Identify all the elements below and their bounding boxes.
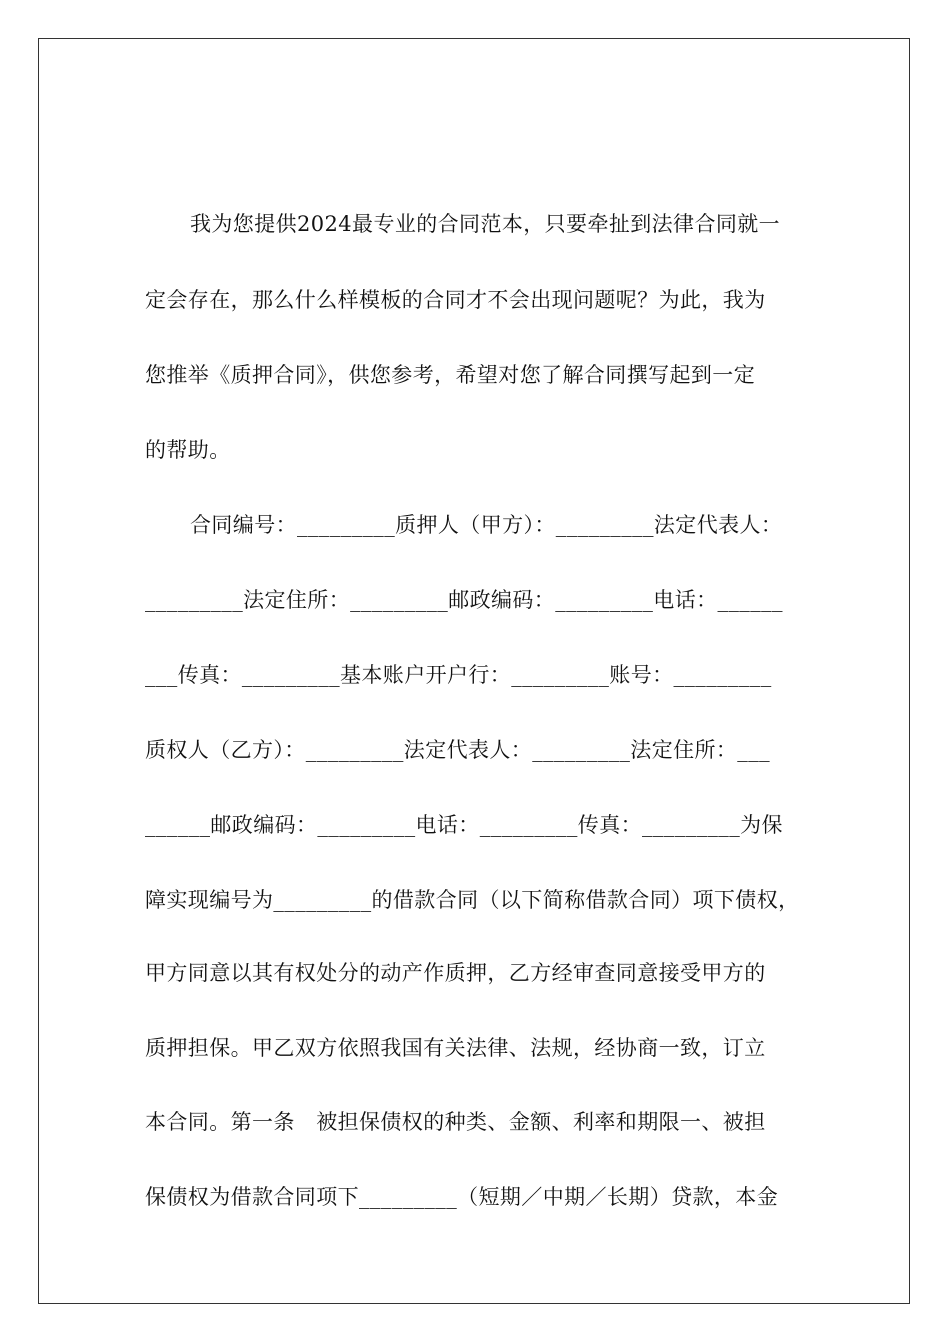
intro-line-3: 您推举《质押合同》，供您参考，希望对您了解合同撰写起到一定 <box>145 363 756 387</box>
contract-line-4: 质权人（乙方）：_________法定代表人：_________法定住所：___ <box>145 738 770 762</box>
intro-line-1: 我为您提供2024最专业的合同范本，只要牵扯到法律合同就一 <box>190 212 781 236</box>
contract-line-5: ______邮政编码：_________电话：_________传真：_________为保 <box>145 813 783 837</box>
intro-line-2: 定会存在，那么什么样模板的合同才不会出现问题呢？为此，我为 <box>145 288 766 312</box>
contract-line-1: 合同编号：_________质押人（甲方）：_________法定代表人： <box>190 513 783 537</box>
contract-line-6: 障实现编号为_________的借款合同（以下简称借款合同）项下债权， <box>145 888 800 912</box>
contract-line-9: 本合同。第一条 被担保债权的种类、金额、利率和期限一、被担 <box>145 1110 766 1134</box>
contract-line-8: 质押担保。甲乙双方依照我国有关法律、法规，经协商一致，订立 <box>145 1036 766 1060</box>
intro-line-4: 的帮助。 <box>145 438 231 462</box>
contract-line-7: 甲方同意以其有权处分的动产作质押，乙方经审查同意接受甲方的 <box>145 961 766 985</box>
contract-line-10: 保债权为借款合同项下_________（短期／中期／长期）贷款，本金 <box>145 1185 779 1209</box>
contract-line-2: _________法定住所：_________邮政编码：_________电话：______ <box>145 588 783 612</box>
contract-line-3: ___传真：_________基本账户开户行：_________账号：_________ <box>145 663 772 687</box>
